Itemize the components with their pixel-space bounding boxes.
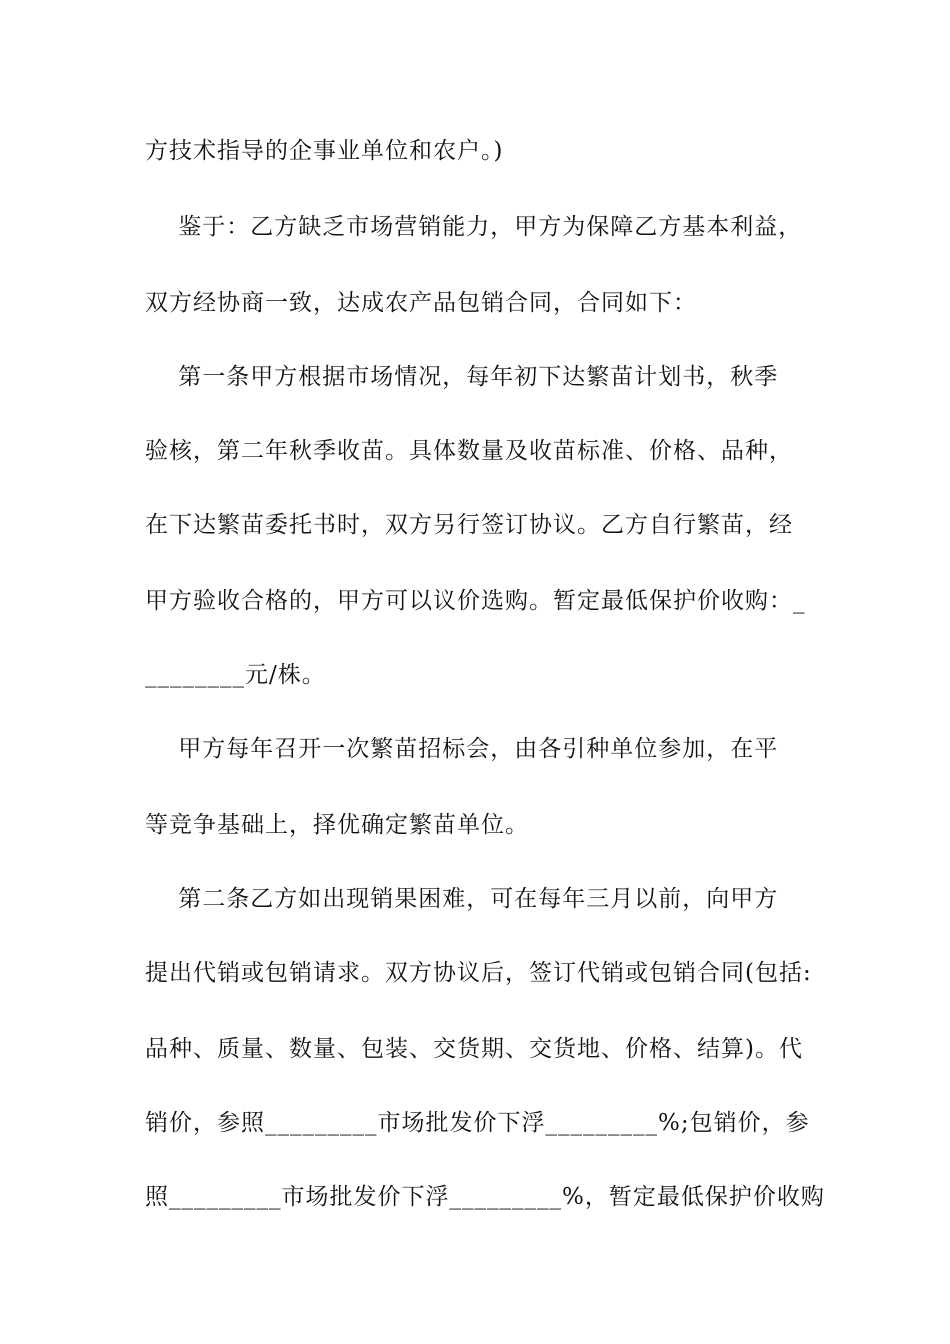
price-blank-line: ________元/株。 [145,662,326,688]
text-line: 在下达繁苗委托书时，双方另行签订协议。乙方自行繁苗，经 [145,512,793,538]
text-line: 验核，第二年秋季收苗。具体数量及收苗标准、价格、品种， [145,438,793,464]
text-line: 等竞争基础上，择优确定繁苗单位。 [145,812,529,838]
paragraph-start-line: 甲方每年召开一次繁苗招标会，由各引种单位参加，在平 [145,736,779,762]
text-line: 照_________市场批发价下浮_________%，暂定最低保护价收购 [145,1184,825,1210]
article-one-start-line: 第一条甲方根据市场情况，每年初下达繁苗计划书，秋季 [145,364,779,390]
paragraph-start-line: 鉴于：乙方缺乏市场营销能力，甲方为保障乙方基本利益， [145,214,803,240]
text-line: 方技术指导的企事业单位和农户。) [145,138,504,164]
text-line: 销价，参照_________市场批发价下浮_________%;包销价，参 [145,1110,810,1136]
text-line: 品种、质量、数量、包装、交货期、交货地、价格、结算)。代 [145,1036,803,1062]
text-line: 甲方验收合格的，甲方可以议价选购。暂定最低保护价收购：_ [145,588,806,614]
text-line: 提出代销或包销请求。双方协议后，签订代销或包销合同(包括: [145,960,812,986]
article-two-start-line: 第二条乙方如出现销果困难，可在每年三月以前，向甲方 [145,886,779,912]
text-line: 双方经协商一致，达成农产品包销合同，合同如下： [145,290,697,316]
